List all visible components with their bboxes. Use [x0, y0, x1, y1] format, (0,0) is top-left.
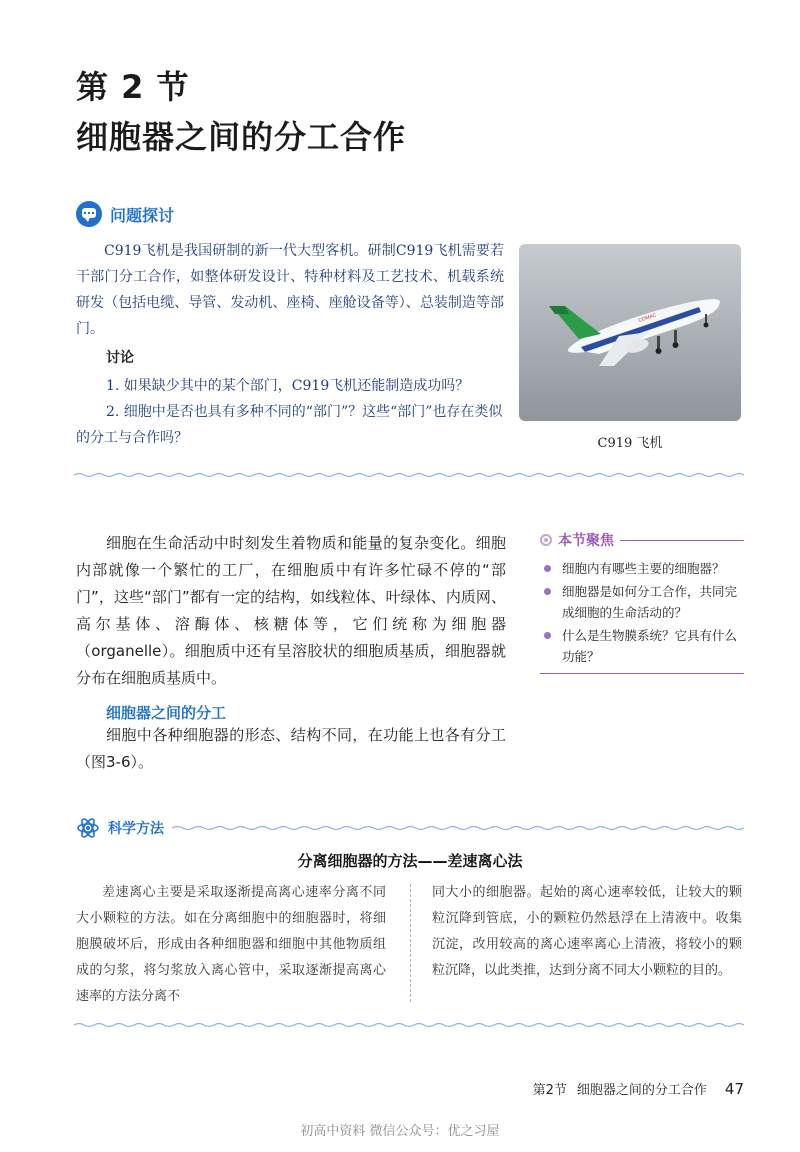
main-text: 细胞在生命活动中时刻发生着物质和能量的复杂变化。细胞内部就像一个繁忙的工厂，在细胞质中有许多忙碌不停的“部门”，这些“部门”都有一定的结构，如线粒体、叶绿体、内质网、高尔基体、溶酶体、核糖体等，它们统称为细胞器（organelle）。细胞质中还有呈溶胶状的细胞质基质，细胞器就分布在细胞质基质中。: [76, 534, 506, 687]
page-number: 47: [724, 1080, 744, 1098]
footer-section-label: 第2节: [532, 1083, 567, 1098]
question-2-text: 2. 细胞中是否也具有多种不同的“部门”？这些“部门”也存在类似的分工与合作吗？: [76, 404, 503, 446]
photo-caption: C919 飞机: [597, 436, 663, 451]
discuss-subhead: 讨论: [106, 350, 134, 366]
focus-label: 本节聚焦: [558, 533, 614, 549]
focus-item: 什么是生物膜系统？它具有什么功能？: [540, 625, 744, 667]
focus-header: [540, 530, 744, 550]
wave-divider: [74, 472, 744, 478]
discussion-intro: [76, 238, 504, 342]
atom-icon: [76, 816, 100, 840]
wave-divider: [172, 825, 744, 831]
c919-photo: [519, 244, 741, 421]
column-divider: [410, 884, 411, 1002]
section-number: 第 2 节: [76, 68, 190, 106]
section-title: 细胞器之间的分工合作: [76, 118, 407, 156]
page-footer: [533, 1079, 744, 1098]
wave-divider: [74, 1022, 744, 1028]
focus-item: 细胞器是如何分工合作，共同完成细胞的生命活动的？: [540, 581, 744, 623]
focus-bottom-rule: [540, 673, 744, 674]
watermark: 初高中资料 微信公众号：优之习屋: [300, 1124, 500, 1139]
method-right-text: 同大小的细胞器。起始的离心速率较低，让较大的颗粒沉降到管底，小的颗粒仍然悬浮在上清液中。收集沉淀，改用较高的离心速率离心上清液，将较小的颗粒沉降，以此类推，达到分离不同大小颗粒的目的。: [432, 885, 742, 978]
science-method-header: [76, 816, 744, 840]
discussion-header: [76, 201, 174, 227]
science-method-label: 科学方法: [108, 821, 164, 837]
section-focus-box: [540, 530, 744, 674]
subsection-title: 细胞器之间的分工: [106, 704, 227, 722]
footer-section-title: 细胞器之间的分工合作: [576, 1083, 707, 1098]
method-left-column: [76, 880, 386, 1010]
focus-list: [540, 558, 744, 667]
svg-text:COMAC: COMAC: [637, 312, 658, 324]
chat-bubble-icon: [76, 201, 102, 227]
subsection-paragraph: [76, 722, 506, 776]
question-1: 1. 如果缺少其中的某个部门，C919飞机还能制造成功吗？: [106, 378, 470, 394]
focus-rule: [620, 540, 744, 541]
airplane-illustration: [519, 244, 741, 421]
subsection-text: 细胞中各种细胞器的形态、结构不同，在功能上也各有分工（图3-6）。: [76, 726, 506, 771]
method-right-column: [432, 880, 742, 984]
focus-item: 细胞内有哪些主要的细胞器？: [540, 558, 744, 579]
intro-text: C919飞机是我国研制的新一代大型客机。研制C919飞机需要若干部门分工合作，如整体研发设计、特种材料及工艺技术、机载系统研发（包括电缆、导管、发动机、座椅、座舱设备等）、总装制造等部门。: [76, 243, 504, 337]
discussion-label: 问题探讨: [110, 205, 175, 225]
method-left-text: 差速离心主要是采取逐渐提高离心速率分离不同大小颗粒的方法。如在分离细胞中的细胞器时，将细胞膜破坏后，形成由各种细胞器和细胞中其他物质组成的匀浆，将匀浆放入离心管中，采取逐渐提高离心速率的方法分离不: [76, 885, 386, 1004]
question-2: [76, 399, 504, 451]
main-paragraph: [76, 530, 506, 692]
method-title: 分离细胞器的方法——差速离心法: [297, 852, 523, 870]
target-icon: [540, 534, 552, 546]
